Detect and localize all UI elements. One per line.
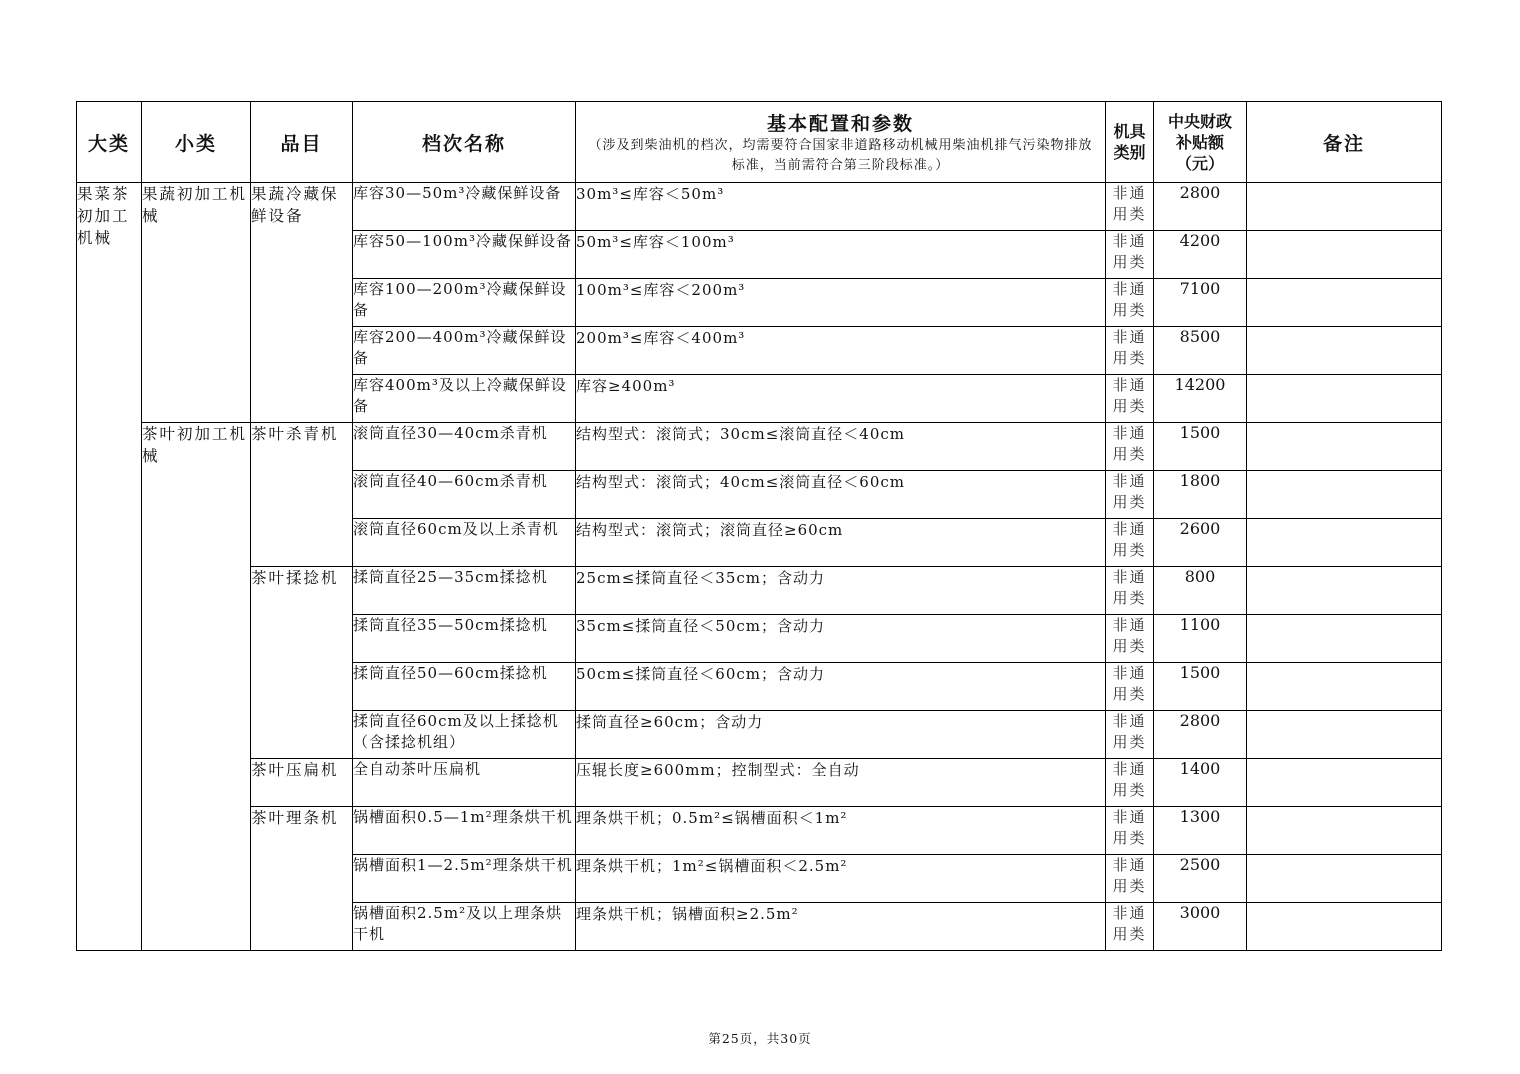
table-row bbox=[77, 567, 1442, 615]
note-cell bbox=[1247, 327, 1442, 375]
note-cell bbox=[1247, 759, 1442, 807]
type-cell: 非通用类 bbox=[1106, 903, 1154, 951]
header-config-title: 基本配置和参数 bbox=[766, 112, 914, 135]
type-cell: 非通用类 bbox=[1106, 615, 1154, 663]
header-minor: 小类 bbox=[142, 102, 251, 183]
config-cell: 结构型式：滚筒式；30cm≤滚筒直径＜40cm bbox=[576, 423, 1106, 471]
amount-cell: 2500 bbox=[1154, 855, 1247, 903]
amount-cell: 8500 bbox=[1154, 327, 1247, 375]
minor-category-cell: 茶叶初加工机械 bbox=[142, 423, 251, 951]
config-cell: 100m³≤库容＜200m³ bbox=[576, 279, 1106, 327]
config-cell: 50m³≤库容＜100m³ bbox=[576, 231, 1106, 279]
header-item: 品目 bbox=[251, 102, 353, 183]
grade-name-cell: 揉筒直径50—60cm揉捻机 bbox=[353, 663, 576, 711]
grade-name-cell: 库容200—400m³冷藏保鲜设备 bbox=[353, 327, 576, 375]
grade-name-cell: 库容30—50m³冷藏保鲜设备 bbox=[353, 183, 576, 231]
grade-name-cell: 揉筒直径25—35cm揉捻机 bbox=[353, 567, 576, 615]
config-cell: 理条烘干机；0.5m²≤锅槽面积＜1m² bbox=[576, 807, 1106, 855]
note-cell bbox=[1247, 423, 1442, 471]
type-cell: 非通用类 bbox=[1106, 471, 1154, 519]
config-cell: 结构型式：滚筒式；滚筒直径≥60cm bbox=[576, 519, 1106, 567]
type-cell: 非通用类 bbox=[1106, 711, 1154, 759]
amount-cell: 14200 bbox=[1154, 375, 1247, 423]
table-row bbox=[77, 423, 1442, 471]
note-cell bbox=[1247, 711, 1442, 759]
amount-cell: 1500 bbox=[1154, 663, 1247, 711]
type-cell: 非通用类 bbox=[1106, 567, 1154, 615]
type-cell: 非通用类 bbox=[1106, 231, 1154, 279]
amount-cell: 2800 bbox=[1154, 711, 1247, 759]
config-cell: 理条烘干机；锅槽面积≥2.5m² bbox=[576, 903, 1106, 951]
header-type: 机具 类别 bbox=[1106, 102, 1154, 183]
config-cell: 35cm≤揉筒直径＜50cm；含动力 bbox=[576, 615, 1106, 663]
grade-name-cell: 锅槽面积2.5m²及以上理条烘干机 bbox=[353, 903, 576, 951]
subsidy-table bbox=[76, 101, 1442, 951]
note-cell bbox=[1247, 375, 1442, 423]
note-cell bbox=[1247, 855, 1442, 903]
note-cell bbox=[1247, 471, 1442, 519]
note-cell bbox=[1247, 279, 1442, 327]
config-cell: 30m³≤库容＜50m³ bbox=[576, 183, 1106, 231]
table-row bbox=[77, 807, 1442, 855]
header-amount: 中央财政 补贴额 （元） bbox=[1154, 102, 1247, 183]
table-row bbox=[77, 759, 1442, 807]
item-cell: 茶叶压扁机 bbox=[251, 759, 353, 807]
type-cell: 非通用类 bbox=[1106, 423, 1154, 471]
amount-cell: 7100 bbox=[1154, 279, 1247, 327]
type-cell: 非通用类 bbox=[1106, 807, 1154, 855]
grade-name-cell: 库容100—200m³冷藏保鲜设备 bbox=[353, 279, 576, 327]
grade-name-cell: 滚筒直径60cm及以上杀青机 bbox=[353, 519, 576, 567]
amount-cell: 1500 bbox=[1154, 423, 1247, 471]
type-cell: 非通用类 bbox=[1106, 663, 1154, 711]
grade-name-cell: 滚筒直径30—40cm杀青机 bbox=[353, 423, 576, 471]
grade-name-cell: 库容400m³及以上冷藏保鲜设备 bbox=[353, 375, 576, 423]
config-cell: 库容≥400m³ bbox=[576, 375, 1106, 423]
config-cell: 25cm≤揉筒直径＜35cm；含动力 bbox=[576, 567, 1106, 615]
major-category-cell: 果菜茶初加工机械 bbox=[77, 183, 142, 951]
note-cell bbox=[1247, 903, 1442, 951]
amount-cell: 1800 bbox=[1154, 471, 1247, 519]
item-cell: 茶叶揉捻机 bbox=[251, 567, 353, 759]
grade-name-cell: 揉筒直径35—50cm揉捻机 bbox=[353, 615, 576, 663]
type-cell: 非通用类 bbox=[1106, 855, 1154, 903]
grade-name-cell: 揉筒直径60cm及以上揉捻机（含揉捻机组） bbox=[353, 711, 576, 759]
type-cell: 非通用类 bbox=[1106, 759, 1154, 807]
grade-name-cell: 库容50—100m³冷藏保鲜设备 bbox=[353, 231, 576, 279]
config-cell: 50cm≤揉筒直径＜60cm；含动力 bbox=[576, 663, 1106, 711]
header-note: 备注 bbox=[1247, 102, 1442, 183]
item-cell: 果蔬冷藏保鲜设备 bbox=[251, 183, 353, 423]
amount-cell: 1300 bbox=[1154, 807, 1247, 855]
note-cell bbox=[1247, 519, 1442, 567]
amount-cell: 1100 bbox=[1154, 615, 1247, 663]
amount-cell: 3000 bbox=[1154, 903, 1247, 951]
header-row bbox=[77, 102, 1442, 183]
header-config bbox=[576, 102, 1106, 183]
amount-cell: 800 bbox=[1154, 567, 1247, 615]
item-cell: 茶叶杀青机 bbox=[251, 423, 353, 567]
note-cell bbox=[1247, 567, 1442, 615]
item-cell: 茶叶理条机 bbox=[251, 807, 353, 951]
grade-name-cell: 滚筒直径40—60cm杀青机 bbox=[353, 471, 576, 519]
config-cell: 结构型式：滚筒式；40cm≤滚筒直径＜60cm bbox=[576, 471, 1106, 519]
note-cell bbox=[1247, 663, 1442, 711]
table-row bbox=[77, 183, 1442, 231]
note-cell bbox=[1247, 183, 1442, 231]
amount-cell: 4200 bbox=[1154, 231, 1247, 279]
minor-category-cell: 果蔬初加工机械 bbox=[142, 183, 251, 423]
config-cell: 200m³≤库容＜400m³ bbox=[576, 327, 1106, 375]
header-config-note: （涉及到柴油机的档次，均需要符合国家非道路移动机械用柴油机排气污染物排放标准，当前需符合第三阶段标准。） bbox=[588, 137, 1093, 173]
header-grade: 档次名称 bbox=[353, 102, 576, 183]
type-cell: 非通用类 bbox=[1106, 375, 1154, 423]
config-cell: 揉筒直径≥60cm；含动力 bbox=[576, 711, 1106, 759]
amount-cell: 1400 bbox=[1154, 759, 1247, 807]
page-footer: 第25页，共30页 bbox=[708, 1031, 812, 1046]
config-cell: 压辊长度≥600mm；控制型式：全自动 bbox=[576, 759, 1106, 807]
amount-cell: 2800 bbox=[1154, 183, 1247, 231]
grade-name-cell: 锅槽面积0.5—1m²理条烘干机 bbox=[353, 807, 576, 855]
type-cell: 非通用类 bbox=[1106, 183, 1154, 231]
amount-cell: 2600 bbox=[1154, 519, 1247, 567]
note-cell bbox=[1247, 807, 1442, 855]
note-cell bbox=[1247, 231, 1442, 279]
config-cell: 理条烘干机；1m²≤锅槽面积＜2.5m² bbox=[576, 855, 1106, 903]
grade-name-cell: 全自动茶叶压扁机 bbox=[353, 759, 576, 807]
header-major: 大类 bbox=[77, 102, 142, 183]
type-cell: 非通用类 bbox=[1106, 279, 1154, 327]
grade-name-cell: 锅槽面积1—2.5m²理条烘干机 bbox=[353, 855, 576, 903]
type-cell: 非通用类 bbox=[1106, 519, 1154, 567]
note-cell bbox=[1247, 615, 1442, 663]
type-cell: 非通用类 bbox=[1106, 327, 1154, 375]
